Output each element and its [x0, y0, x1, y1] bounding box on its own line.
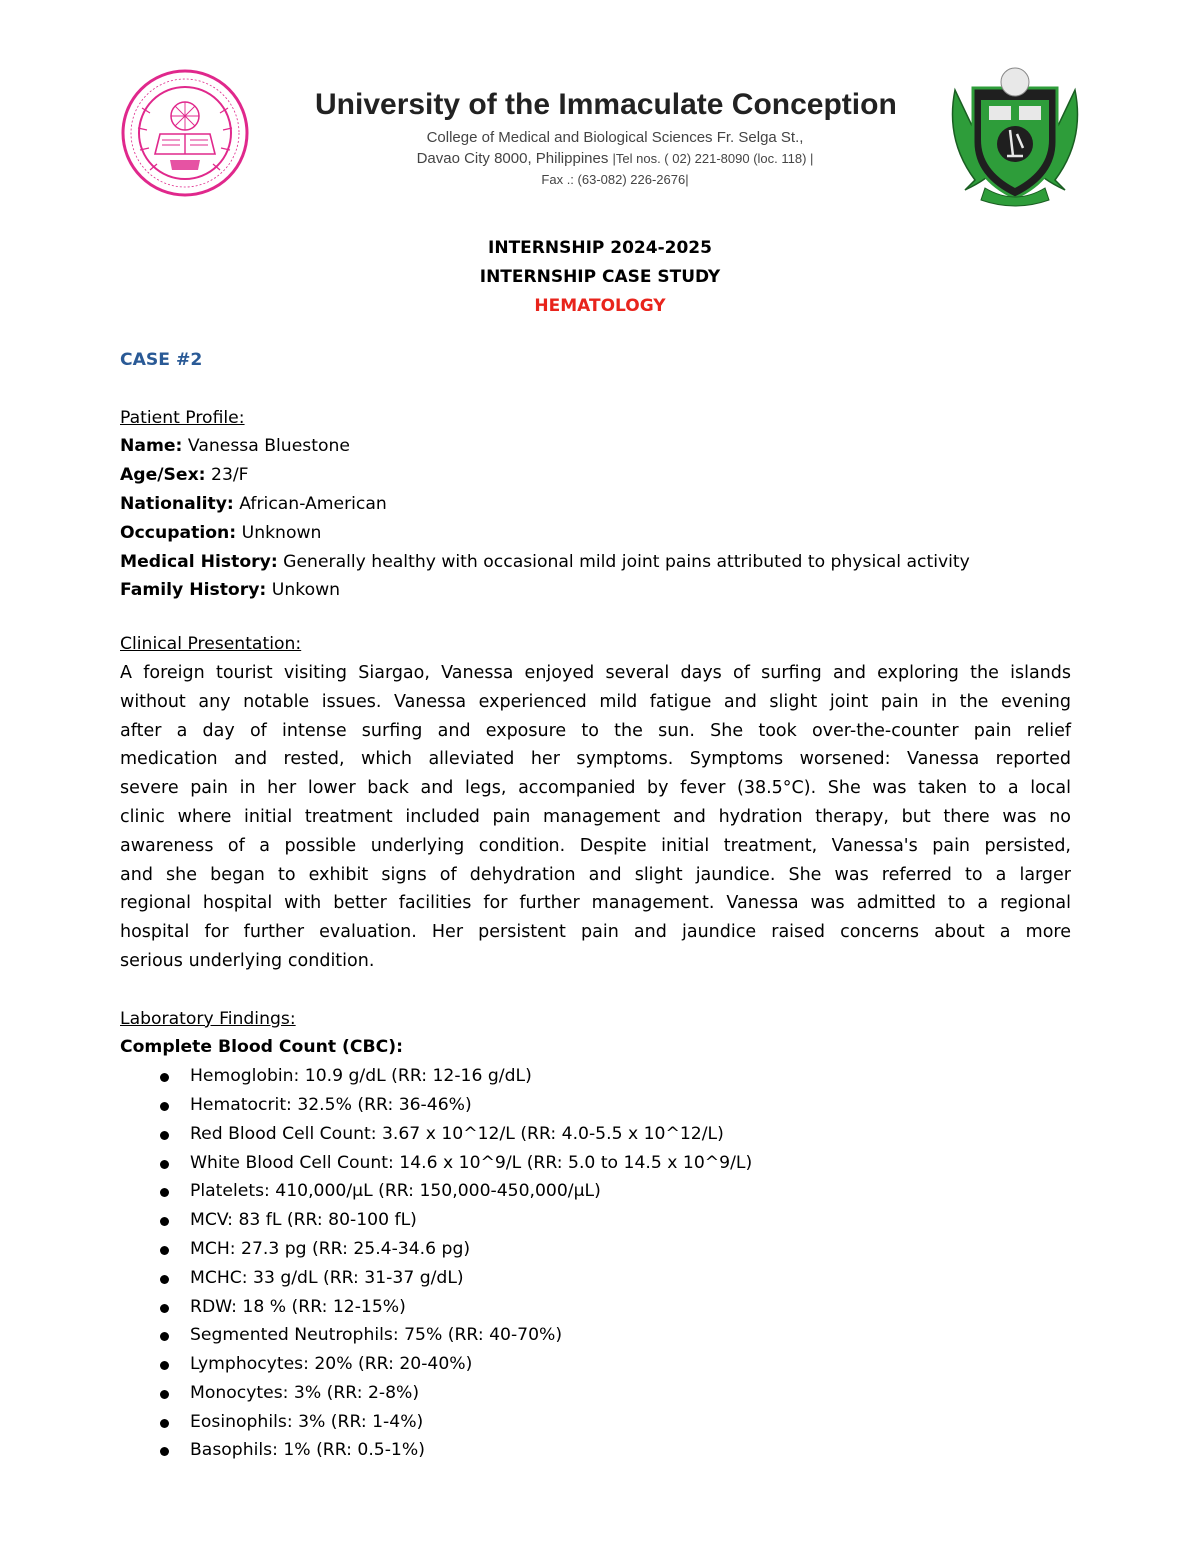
cbc-item-text: MCV: 83 fL (RR: 80-100 fL) [190, 1210, 417, 1231]
university-address [315, 127, 915, 190]
title-internship-year: INTERNSHIP 2024-2025 [488, 238, 712, 258]
bullet-icon [160, 1131, 169, 1140]
cbc-item [120, 1149, 1071, 1178]
clinical-text-line: after a day of intense surfing and exposure to the sun. She took over-the-counter pain relief [120, 720, 1071, 741]
clinical-text-line: regional hospital with better facilities for further management. Vanessa was admitted to a regional [120, 893, 1071, 914]
bullet-icon [160, 1102, 169, 1111]
cbc-item [120, 1091, 1071, 1120]
clinical-text-line: clinic where initial treatment included pain management and hydration therapy, but there was no [120, 806, 1071, 827]
bullet-icon [160, 1304, 169, 1313]
bullet-icon [160, 1160, 169, 1169]
laboratory-findings-heading: Laboratory Findings: [120, 1008, 296, 1029]
cbc-item [120, 1436, 1071, 1465]
bullet-icon [160, 1217, 169, 1226]
cbc-item-text: White Blood Cell Count: 14.6 x 10^9/L (RR: 5.0 to 14.5 x 10^9/L) [190, 1152, 753, 1173]
profile-field-value: Generally healthy with occasional mild joint pains attributed to physical activity [277, 551, 970, 572]
cbc-item-text: Basophils: 1% (RR: 0.5-1%) [190, 1440, 425, 1461]
profile-field-label: Age/Sex: [120, 465, 206, 486]
profile-field-value: 23/F [205, 465, 249, 486]
title-department: HEMATOLOGY [534, 296, 666, 316]
bullet-icon [160, 1390, 169, 1399]
bullet-icon [160, 1275, 169, 1284]
bullet-icon [160, 1361, 169, 1370]
profile-field [120, 519, 1071, 548]
clinical-text-line: awareness of a possible underlying condition. Despite initial treatment, Vanessa's pain persisted, [120, 835, 1071, 856]
profile-field [120, 490, 1071, 519]
profile-field [120, 432, 1071, 461]
cbc-item [120, 1408, 1071, 1437]
profile-field [120, 576, 1071, 605]
cbc-item [120, 1293, 1071, 1322]
cbc-item-text: Eosinophils: 3% (RR: 1-4%) [190, 1411, 424, 1432]
cbc-item [120, 1177, 1071, 1206]
clinical-text-line: and she began to exhibit signs of dehydration and slight jaundice. She was referred to a larger [120, 864, 1071, 885]
college-crest-icon [945, 60, 1085, 210]
address-fax: Fax .: (63-082) 226-2676| [541, 172, 689, 187]
profile-field [120, 548, 1071, 577]
cbc-item-text: RDW: 18 % (RR: 12-15%) [190, 1296, 406, 1317]
clinical-presentation-text [120, 659, 1071, 976]
profile-field-label: Occupation: [120, 522, 237, 543]
title-case-study: INTERNSHIP CASE STUDY [479, 267, 721, 287]
cbc-item-text: Hemoglobin: 10.9 g/dL (RR: 12-16 g/dL) [190, 1066, 532, 1087]
clinical-text-line: medication and rested, which alleviated her symptoms. Symptoms worsened: Vanessa reported [120, 749, 1071, 770]
cbc-item [120, 1120, 1071, 1149]
patient-profile-heading: Patient Profile: [120, 407, 245, 428]
profile-field-label: Name: [120, 436, 183, 457]
bullet-icon [160, 1447, 169, 1456]
profile-field-value: Vanessa Bluestone [182, 436, 350, 457]
address-telephone: |Tel nos. ( 02) 221-8090 (loc. 118) | [612, 151, 814, 166]
cbc-item [120, 1235, 1071, 1264]
university-name: University of the Immaculate Conception [315, 88, 897, 121]
cbc-item-text: Lymphocytes: 20% (RR: 20-40%) [190, 1354, 473, 1375]
clinical-text-line: A foreign tourist visiting Siargao, Vanessa enjoyed several days of surfing and exploring the islands [120, 662, 1071, 683]
cbc-heading: Complete Blood Count (CBC): [120, 1037, 403, 1058]
clinical-text-line: serious underlying condition. [120, 950, 375, 971]
clinical-presentation-heading: Clinical Presentation: [120, 634, 302, 655]
cbc-item [120, 1062, 1071, 1091]
cbc-item [120, 1379, 1071, 1408]
cbc-item-text: Segmented Neutrophils: 75% (RR: 40-70%) [190, 1325, 563, 1346]
address-city: Davao City 8000, Philippines [416, 150, 609, 167]
cbc-item-text: Platelets: 410,000/µL (RR: 150,000-450,000/µL) [190, 1181, 601, 1202]
clinical-text-line: severe pain in her lower back and legs, accompanied by fever (38.5°C). She was taken to a local [120, 778, 1071, 799]
cbc-item-text: MCHC: 33 g/dL (RR: 31-37 g/dL) [190, 1267, 464, 1288]
cbc-item [120, 1264, 1071, 1293]
profile-field-value: Unkown [266, 580, 341, 601]
cbc-item-text: Hematocrit: 32.5% (RR: 36-46%) [190, 1094, 472, 1115]
clinical-text-line: without any notable issues. Vanessa experienced mild fatigue and slight joint pain in the evening [120, 691, 1071, 712]
profile-field-label: Medical History: [120, 551, 278, 572]
case-number: CASE #2 [120, 350, 203, 370]
cbc-item-text: MCH: 27.3 pg (RR: 25.4-34.6 pg) [190, 1238, 471, 1259]
patient-profile [120, 432, 1071, 605]
profile-field-value: Unknown [236, 522, 322, 543]
cbc-item-text: Monocytes: 3% (RR: 2-8%) [190, 1382, 420, 1403]
cbc-list [120, 1062, 1071, 1465]
profile-field-value: African-American [233, 493, 387, 514]
case-body [120, 346, 1071, 1465]
cbc-item [120, 1206, 1071, 1235]
address-line-2 [315, 148, 915, 169]
profile-field [120, 461, 1071, 490]
profile-field-label: Family History: [120, 580, 267, 601]
profile-field-label: Nationality: [120, 493, 234, 514]
cbc-item [120, 1350, 1071, 1379]
bullet-icon [160, 1332, 169, 1341]
bullet-icon [160, 1246, 169, 1255]
cbc-item [120, 1321, 1071, 1350]
bullet-icon [160, 1188, 169, 1197]
bullet-icon [160, 1073, 169, 1082]
clinical-text-line: hospital for further evaluation. Her persistent pain and jaundice raised concerns about a more [120, 922, 1071, 943]
address-line-1: College of Medical and Biological Sciences Fr. Selga St., [426, 129, 804, 146]
bullet-icon [160, 1419, 169, 1428]
cbc-item-text: Red Blood Cell Count: 3.67 x 10^12/L (RR: 4.0-5.5 x 10^12/L) [190, 1123, 724, 1144]
university-seal-icon [120, 68, 250, 198]
document-title [0, 234, 1200, 321]
